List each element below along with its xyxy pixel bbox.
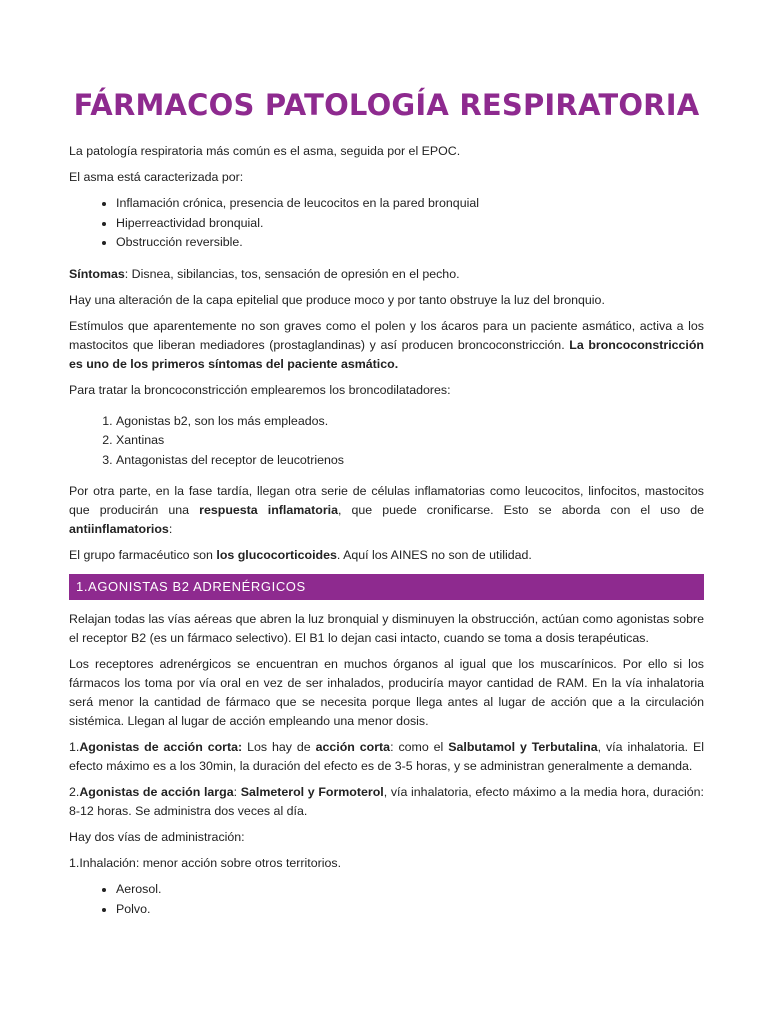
accion-corta-text: : como el	[390, 740, 449, 754]
accion-corta-text: , vía inhalatoria. El efecto máximo es a los 30min, la duración del efecto es de 3-5 horas, y se administran generalmente a demanda.	[69, 740, 704, 773]
inhalacion-paragraph: 1.Inhalación: menor acción sobre otros territorios.	[69, 856, 342, 870]
asma-intro: El asma está caracterizada por:	[69, 170, 244, 184]
list-item: 1. Agonistas b2, son los más empleados.	[116, 412, 704, 432]
list-item: • Polvo.	[116, 900, 704, 920]
list-item: • Obstrucción reversible.	[116, 233, 704, 253]
accion-larga-heading: Agonistas de acción larga	[79, 785, 234, 799]
sintomas-text: : Disnea, sibilancias, tos, sensación de opresión en el pecho.	[124, 266, 460, 281]
fase-tardia-text: :	[168, 522, 173, 536]
antiinflamatorios-bold: antiinflamatorios	[69, 522, 169, 536]
list-item: • Aerosol.	[116, 880, 704, 900]
alteracion-paragraph: Hay una alteración de la capa epitelial que produce moco y por tanto obstruye la luz del bronquio.	[69, 292, 605, 307]
list-item: 2. Xantinas	[116, 431, 704, 451]
page-title: FÁRMACOS PATOLOGÍA RESPIRATORIA	[73, 88, 700, 122]
accion-larga-text: :	[233, 785, 241, 799]
salbutamol-terbutalina-bold: Salbutamol y Terbutalina	[448, 740, 598, 754]
accion-corta-text: Los hay de	[242, 740, 316, 754]
estimulos-text: Estímulos que aparentemente no son graves como el polen y los ácaros para un paciente asmático, activa a los mastocitos que liberan mediadores (prostaglandinas) y así producen broncoconstricción.	[69, 318, 704, 352]
item-number: 1.	[69, 740, 80, 754]
accion-corta-heading: Agonistas de acción corta:	[79, 740, 243, 754]
glucocorticoides-bold: los glucocorticoides	[216, 548, 337, 562]
accion-larga-paragraph	[69, 783, 704, 821]
accion-corta-bold: acción corta	[315, 740, 391, 754]
list-item: • Inflamación crónica, presencia de leucocitos en la pared bronquial	[116, 194, 704, 214]
fase-tardia-text: , que puede cronificarse. Esto se aborda con el uso de	[338, 503, 704, 517]
respuesta-inflamatoria-bold: respuesta inflamatoria	[199, 503, 338, 517]
sintomas-label: Síntomas	[69, 266, 125, 281]
accion-larga-text: , vía inhalatoria, efecto máximo a la media hora, duración: 8-12 horas. Se administra dos veces al día.	[69, 785, 704, 818]
salmeterol-formoterol-bold: Salmeterol y Formoterol	[240, 785, 384, 799]
formas-list	[69, 880, 704, 919]
tratar-paragraph: Para tratar la broncoconstricción emplearemos los broncodilatadores:	[69, 382, 451, 397]
section-heading-agonistas: 1.AGONISTAS B2 ADRENÉRGICOS	[69, 574, 704, 600]
relajan-paragraph: Relajan todas las vías aéreas que abren la luz bronquial y disminuyen la obstrucción, actúan como agonistas sobre el receptor B2 (es un fármaco selectivo). El B1 lo dejan casi intacto, cuando se toma a dosis terapéuticas.	[69, 612, 704, 645]
estimulos-paragraph	[69, 317, 704, 374]
accion-corta-paragraph	[69, 738, 704, 776]
caracteristicas-list	[69, 194, 704, 253]
intro-paragraph: La patología respiratoria más común es el asma, seguida por el EPOC.	[69, 144, 461, 158]
list-item: • Hiperreactividad bronquial.	[116, 214, 704, 234]
broncodilatadores-list	[69, 412, 704, 471]
fase-tardia-text: Por otra parte, en la fase tardía, llegan otra serie de células inflamatorias como leucocitos, linfocitos, mastocitos que producirán una	[69, 484, 704, 517]
grupo-text: . Aquí los AINES no son de utilidad.	[336, 548, 532, 562]
grupo-paragraph	[69, 546, 704, 565]
vias-paragraph: Hay dos vías de administración:	[69, 830, 245, 844]
sintomas-paragraph	[69, 265, 704, 284]
grupo-text: El grupo farmacéutico son	[69, 548, 217, 562]
fase-tardia-paragraph	[69, 482, 704, 539]
list-item: 3. Antagonistas del receptor de leucotrienos	[116, 451, 704, 471]
estimulos-bold: La broncoconstricción es uno de los primeros síntomas del paciente asmático.	[69, 337, 705, 371]
item-number: 2.	[69, 785, 80, 799]
receptores-paragraph: Los receptores adrenérgicos se encuentran en muchos órganos al igual que los muscarínicos. Por ello si los fármacos los toma por vía oral en vez de ser inhalados, produciría mayor cantidad de RAM. En la vía inhalatoria será menor la cantidad de fármaco que se necesita porque llega antes al lugar de acción que a la circulación sistémica. Llegan al lugar de acción empleando una menor dosis.	[69, 657, 704, 728]
